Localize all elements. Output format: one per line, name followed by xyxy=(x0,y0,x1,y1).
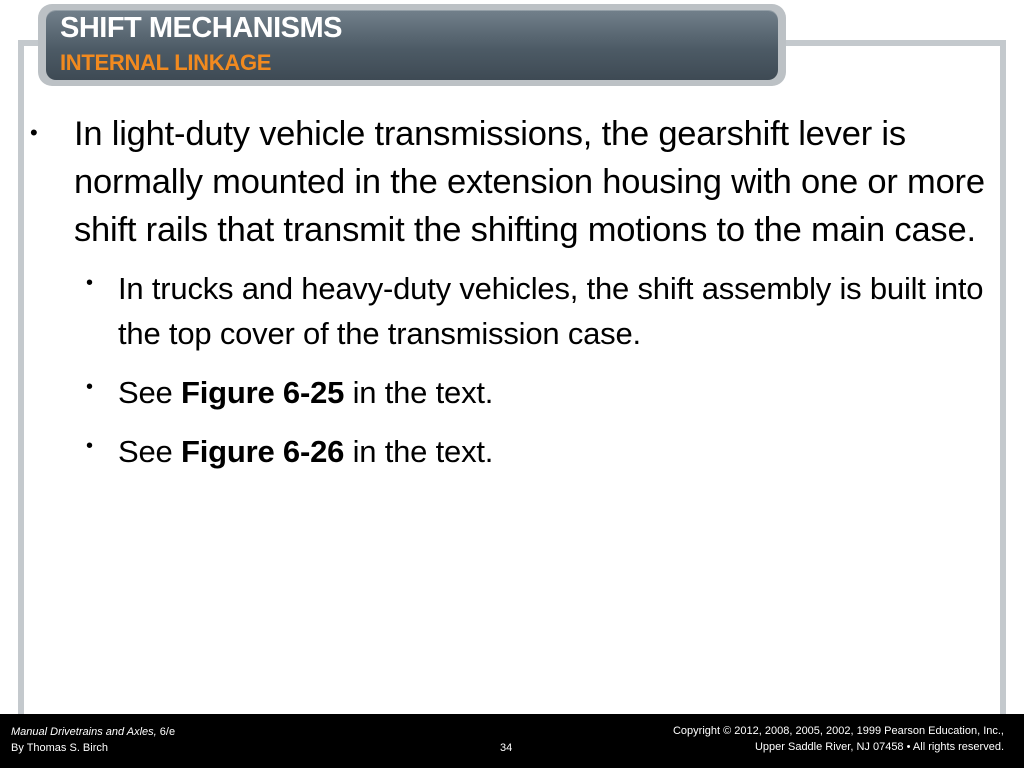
bullet-sub-3-text xyxy=(118,429,990,474)
see-text: See xyxy=(118,375,181,410)
bullet-sub-1-text: In trucks and heavy-duty vehicles, the shift assembly is built into the top cover of the transmission case. xyxy=(118,271,984,351)
footer-book-info xyxy=(11,724,175,756)
bullet-sub-2-text xyxy=(118,370,990,415)
book-edition: 6/e xyxy=(156,726,176,738)
book-title: Manual Drivetrains and Axles, xyxy=(11,726,157,738)
bullet-main-text: In light-duty vehicle transmissions, the gearshift lever is normally mounted in the extension housing with one or more shift rails that transmit the shifting motions to the main case. xyxy=(74,115,985,249)
slide-title: SHIFT MECHANISMS xyxy=(60,12,342,44)
slide-footer xyxy=(0,714,1024,768)
slide-subtitle: INTERNAL LINKAGE xyxy=(60,50,272,75)
figure-reference: Figure 6-26 xyxy=(180,434,345,469)
bullet-dot: • xyxy=(86,272,94,294)
copyright-line-1: Copyright © 2012, 2008, 2005, 2002, 1999 Pearson Education, Inc., xyxy=(672,725,1004,737)
page-number: 34 xyxy=(500,742,513,754)
figure-reference: Figure 6-25 xyxy=(180,375,345,410)
bullet-sub-1 xyxy=(30,266,990,356)
bullet-sub-2 xyxy=(30,370,990,415)
bullet-main xyxy=(30,110,990,254)
footer-copyright xyxy=(673,723,1004,755)
book-author: By Thomas S. Birch xyxy=(11,742,108,754)
bullet-sub-3 xyxy=(30,429,990,474)
copyright-line-2: Upper Saddle River, NJ 07458 • All rights reserved. xyxy=(754,741,1004,753)
in-text-suffix: in the text. xyxy=(344,375,494,410)
in-text-suffix: in the text. xyxy=(344,434,494,469)
slide-content xyxy=(30,110,990,488)
see-text: See xyxy=(118,434,181,469)
bullet-dot: • xyxy=(86,435,94,457)
bullet-dot: • xyxy=(30,120,38,145)
bullet-dot: • xyxy=(86,376,94,398)
book-title-line xyxy=(11,724,175,740)
